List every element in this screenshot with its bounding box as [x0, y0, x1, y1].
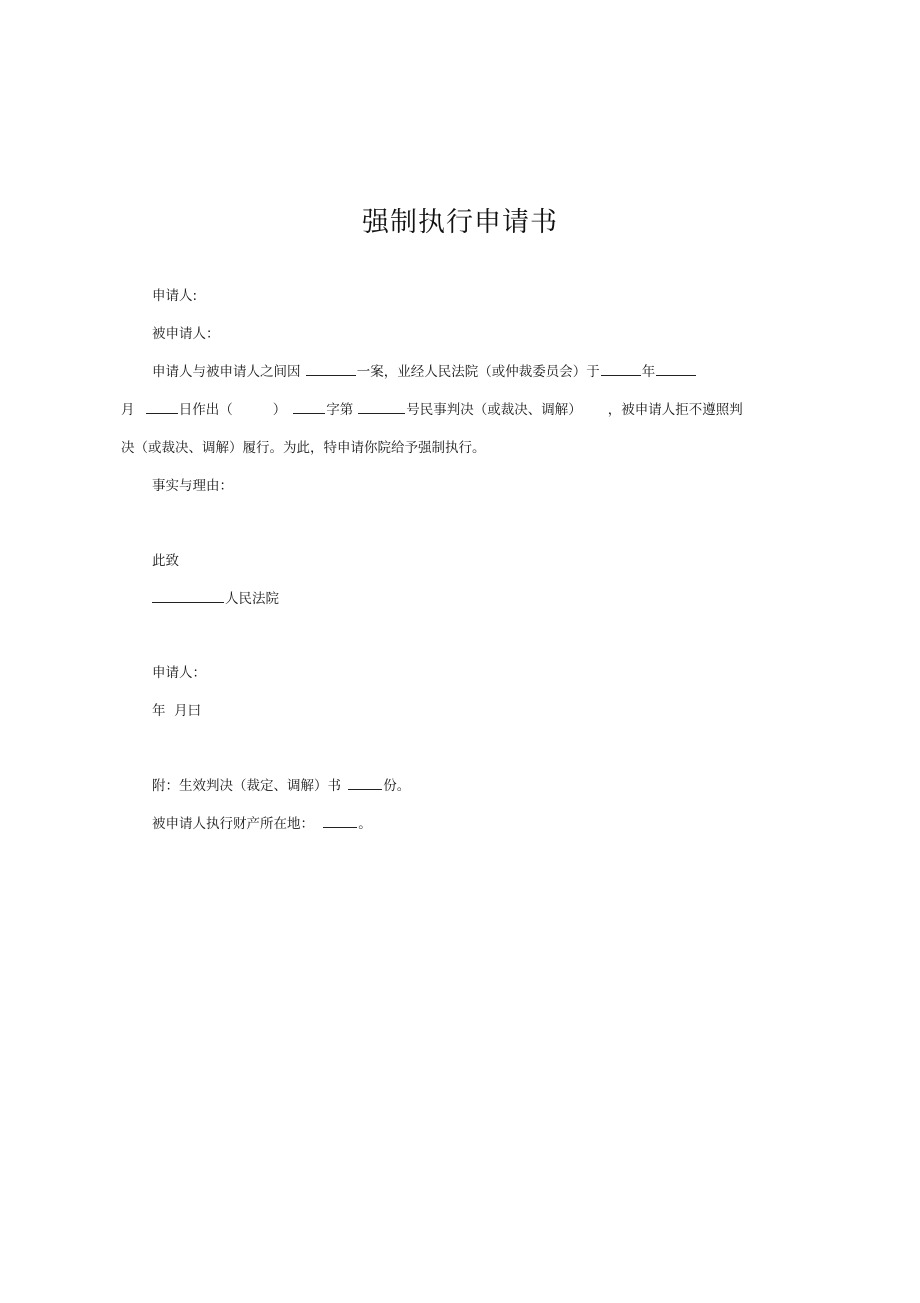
property-location-blank [323, 814, 357, 828]
respondent-label: 被申请人： [152, 326, 220, 342]
attachment-property-line [152, 814, 372, 834]
attachment-text: 份。 [383, 778, 411, 794]
body-text: 号民事判决（或裁决、调解） [406, 402, 582, 418]
facts-line [152, 476, 233, 496]
body-text: 决（或裁决、调解）履行。为此，特申请你院给予强制执行。 [121, 440, 486, 456]
body-text: ，被申请人拒不遵照判 [607, 402, 743, 418]
attachment-text: 附：生效判决（裁定、调解）书 [152, 778, 341, 794]
signature-date-label: 年 月曰 [152, 703, 202, 719]
respondent-line [152, 324, 220, 344]
case-blank [306, 362, 356, 376]
body-text: 年 [641, 364, 656, 380]
court-name-blank [152, 589, 224, 603]
copies-blank [348, 776, 382, 790]
body-text: 日作出（ [178, 402, 233, 418]
signature-applicant-line [152, 663, 206, 683]
body-text: 字第 [326, 402, 354, 418]
document-title: 强制执行申请书 [362, 207, 558, 238]
signature-date-line [152, 701, 201, 721]
case-number-blank [358, 400, 405, 414]
body-text: 一案，业经人民法院（或仲裁委员会）于 [356, 364, 600, 380]
court-line [152, 589, 279, 609]
day-blank [146, 400, 178, 414]
body-text: 月 [121, 402, 135, 418]
body-text: ） [272, 402, 287, 418]
court-code-blank [293, 400, 325, 414]
body-paragraph-line-1 [152, 362, 697, 382]
applicant-line [152, 286, 197, 306]
body-text: 申请人与被申请人之间因 [152, 364, 301, 380]
salutation-line [152, 551, 179, 571]
month-blank [656, 362, 696, 376]
signature-applicant-label: 申请人： [152, 665, 206, 681]
body-paragraph-line-3 [121, 438, 486, 458]
attachment-text: 被申请人执行财产所在地： [152, 816, 314, 832]
attachment-judgment-line [152, 776, 410, 796]
salutation: 此致 [152, 553, 179, 569]
applicant-label: 申请人: [152, 288, 198, 304]
court-suffix: 人民法院 [225, 591, 279, 607]
body-paragraph-line-2 [121, 400, 743, 420]
facts-label: 事实与理由： [152, 478, 233, 494]
attachment-text: 。 [358, 816, 372, 832]
year-blank [601, 362, 641, 376]
